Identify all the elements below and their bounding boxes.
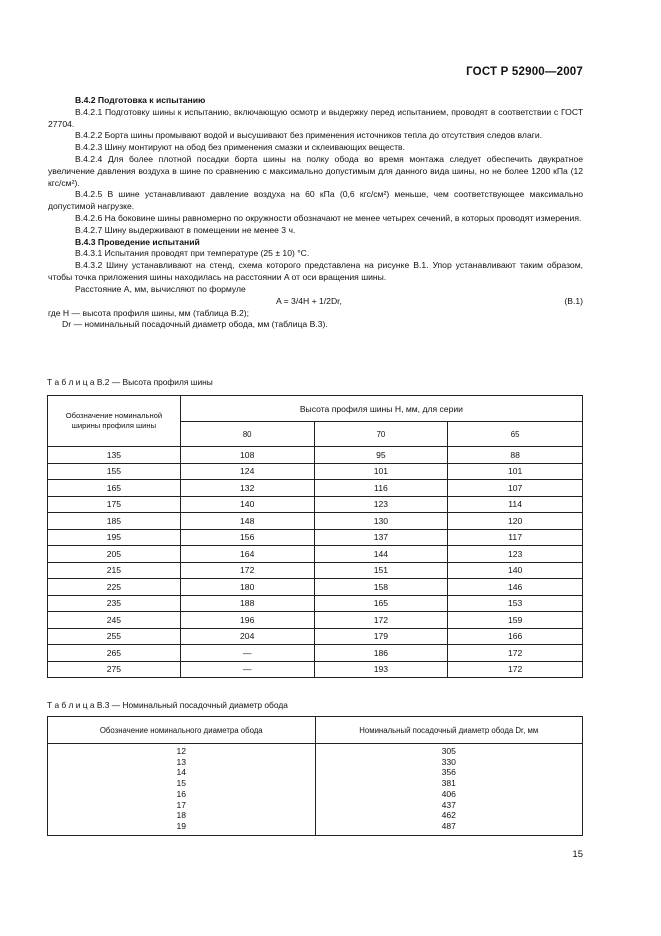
profile-height-cell: 172 xyxy=(314,612,448,629)
table-row xyxy=(48,767,583,778)
table-b2 xyxy=(47,395,583,678)
profile-height-cell: 204 xyxy=(180,628,314,645)
profile-height-cell: — xyxy=(180,661,314,678)
tire-width-cell: 165 xyxy=(48,480,181,497)
profile-height-cell: 151 xyxy=(314,562,448,579)
tire-width-cell: 175 xyxy=(48,496,181,513)
profile-height-cell: 140 xyxy=(448,562,583,579)
profile-height-cell: 158 xyxy=(314,579,448,596)
table-row xyxy=(48,529,583,546)
table-b2-col0-header: Обозначение номинальной ширины профиля шины xyxy=(48,396,181,447)
profile-height-cell: 88 xyxy=(448,447,583,464)
tire-width-cell: 255 xyxy=(48,628,181,645)
profile-height-cell: 108 xyxy=(180,447,314,464)
para-b423: В.4.2.3 Шину монтируют на обод без применения смазки и склеивающих веществ. xyxy=(75,142,405,153)
table-row xyxy=(48,546,583,563)
profile-height-cell: 172 xyxy=(448,661,583,678)
table-row xyxy=(48,480,583,497)
profile-height-cell: 144 xyxy=(314,546,448,563)
para-distance: Расстояние A, мм, вычисляют по формуле xyxy=(75,283,246,294)
series-header: 80 xyxy=(180,422,314,447)
table-row xyxy=(48,463,583,480)
table-b3 xyxy=(47,716,583,836)
profile-height-cell: 172 xyxy=(180,562,314,579)
rim-diameter-cell: 462 xyxy=(315,810,583,821)
profile-height-cell: 123 xyxy=(448,546,583,563)
profile-height-cell: 164 xyxy=(180,546,314,563)
para-b422: В.4.2.2 Борта шины промывают водой и высушивают без применения источников тепла до отсутствия следов влаги. xyxy=(75,130,543,141)
body-text xyxy=(48,95,583,331)
para-b432: В.4.3.2 Шину устанавливают на стенд, схема которого представлена на рисунке В.1. Упор устанавливают таким образом, чтобы точка приложения шины находилась на расстоянии A от оси вращения шины. xyxy=(48,260,583,282)
tire-width-cell: 245 xyxy=(48,612,181,629)
rim-diameter-cell: 305 xyxy=(315,744,583,757)
table-row xyxy=(48,612,583,629)
rim-designation-cell: 15 xyxy=(48,778,316,789)
rim-designation-cell: 17 xyxy=(48,800,316,811)
tire-width-cell: 195 xyxy=(48,529,181,546)
profile-height-cell: 165 xyxy=(314,595,448,612)
profile-height-cell: 114 xyxy=(448,496,583,513)
rim-diameter-cell: 330 xyxy=(315,757,583,768)
page-number: 15 xyxy=(572,849,583,860)
series-header: 65 xyxy=(448,422,583,447)
tire-width-cell: 185 xyxy=(48,513,181,530)
profile-height-cell: — xyxy=(180,645,314,662)
formula-number: (В.1) xyxy=(564,295,583,306)
series-header: 70 xyxy=(314,422,448,447)
table-row xyxy=(48,810,583,821)
profile-height-cell: 132 xyxy=(180,480,314,497)
table-row xyxy=(48,496,583,513)
table-row xyxy=(48,595,583,612)
tire-width-cell: 155 xyxy=(48,463,181,480)
table-row xyxy=(48,645,583,662)
table-b3-col0-header: Обозначение номинального диаметра обода xyxy=(48,717,316,744)
section-b43-title: В.4.3 Проведение испытаний xyxy=(75,236,200,247)
profile-height-cell: 166 xyxy=(448,628,583,645)
tire-width-cell: 135 xyxy=(48,447,181,464)
table-row xyxy=(48,821,583,835)
table-row xyxy=(48,447,583,464)
profile-height-cell: 193 xyxy=(314,661,448,678)
rim-designation-cell: 14 xyxy=(48,767,316,778)
table-row xyxy=(48,800,583,811)
table-row xyxy=(48,513,583,530)
profile-height-cell: 95 xyxy=(314,447,448,464)
rim-diameter-cell: 406 xyxy=(315,789,583,800)
profile-height-cell: 117 xyxy=(448,529,583,546)
rim-diameter-cell: 487 xyxy=(315,821,583,835)
profile-height-cell: 159 xyxy=(448,612,583,629)
table-b2-caption: Т а б л и ц а В.2 — Высота профиля шины xyxy=(47,377,213,387)
table-row xyxy=(48,789,583,800)
rim-diameter-cell: 381 xyxy=(315,778,583,789)
profile-height-cell: 179 xyxy=(314,628,448,645)
tire-width-cell: 265 xyxy=(48,645,181,662)
para-b426: В.4.2.6 На боковине шины равномерно по окружности обозначают не менее четырех сечений, в которых проводят измерения. xyxy=(75,212,582,223)
table-row xyxy=(48,744,583,757)
para-b424: В.4.2.4 Для более плотной посадки борта шины на полку обода во время монтажа следует обеспечить двукратное увеличение давления воздуха в шине по сравнению с максимально допустимым для данного вида шины, но не более 1200 кПа (12 кгс/см²). xyxy=(48,153,583,188)
tire-width-cell: 235 xyxy=(48,595,181,612)
rim-diameter-cell: 437 xyxy=(315,800,583,811)
profile-height-cell: 148 xyxy=(180,513,314,530)
section-b42-title: В.4.2 Подготовка к испытанию xyxy=(75,95,206,105)
para-b427: В.4.2.7 Шину выдерживают в помещении не менее 3 ч. xyxy=(75,224,296,235)
profile-height-cell: 130 xyxy=(314,513,448,530)
tire-width-cell: 215 xyxy=(48,562,181,579)
table-b2-group-header: Высота профиля шины H, мм, для серии xyxy=(180,396,582,422)
table-row xyxy=(48,757,583,768)
table-row xyxy=(48,628,583,645)
table-b3-caption: Т а б л и ц а В.3 — Номинальный посадочный диаметр обода xyxy=(47,700,288,710)
profile-height-cell: 140 xyxy=(180,496,314,513)
profile-height-cell: 188 xyxy=(180,595,314,612)
profile-height-cell: 123 xyxy=(314,496,448,513)
profile-height-cell: 101 xyxy=(448,463,583,480)
rim-designation-cell: 18 xyxy=(48,810,316,821)
profile-height-cell: 146 xyxy=(448,579,583,596)
rim-designation-cell: 13 xyxy=(48,757,316,768)
profile-height-cell: 196 xyxy=(180,612,314,629)
table-row xyxy=(48,562,583,579)
profile-height-cell: 101 xyxy=(314,463,448,480)
table-row xyxy=(48,579,583,596)
formula: A = 3/4H + 1/2Dr, xyxy=(276,295,342,306)
formula-line xyxy=(48,296,583,308)
para-b431: В.4.3.1 Испытания проводят при температуре (25 ± 10) °С. xyxy=(75,248,310,259)
tire-width-cell: 205 xyxy=(48,546,181,563)
tire-width-cell: 225 xyxy=(48,579,181,596)
where-h: где H — высота профиля шины, мм (таблица В.2); xyxy=(48,307,250,318)
para-b425: В.4.2.5 В шине устанавливают давление воздуха на 60 кПа (0,6 кгс/см²) меньше, чем соответствующее максимально допустимой нагрузке. xyxy=(48,189,583,212)
table-row xyxy=(48,661,583,678)
tire-width-cell: 275 xyxy=(48,661,181,678)
profile-height-cell: 137 xyxy=(314,529,448,546)
profile-height-cell: 116 xyxy=(314,480,448,497)
rim-designation-cell: 19 xyxy=(48,821,316,835)
profile-height-cell: 172 xyxy=(448,645,583,662)
page-header-standard: ГОСТ Р 52900—2007 xyxy=(466,66,583,78)
profile-height-cell: 186 xyxy=(314,645,448,662)
rim-designation-cell: 16 xyxy=(48,789,316,800)
table-row xyxy=(48,778,583,789)
table-b3-col1-header: Номинальный посадочный диаметр обода Dr, мм xyxy=(315,717,583,744)
where-dr: Dr — номинальный посадочный диаметр обода, мм (таблица В.3). xyxy=(62,319,328,330)
profile-height-cell: 107 xyxy=(448,480,583,497)
profile-height-cell: 124 xyxy=(180,463,314,480)
profile-height-cell: 120 xyxy=(448,513,583,530)
rim-diameter-cell: 356 xyxy=(315,767,583,778)
para-b421: В.4.2.1 Подготовку шины к испытанию, включающую осмотр и выдержку перед испытанием, проводят в соответствии с ГОСТ 27704. xyxy=(48,106,583,129)
rim-designation-cell: 12 xyxy=(48,744,316,757)
profile-height-cell: 180 xyxy=(180,579,314,596)
profile-height-cell: 153 xyxy=(448,595,583,612)
profile-height-cell: 156 xyxy=(180,529,314,546)
